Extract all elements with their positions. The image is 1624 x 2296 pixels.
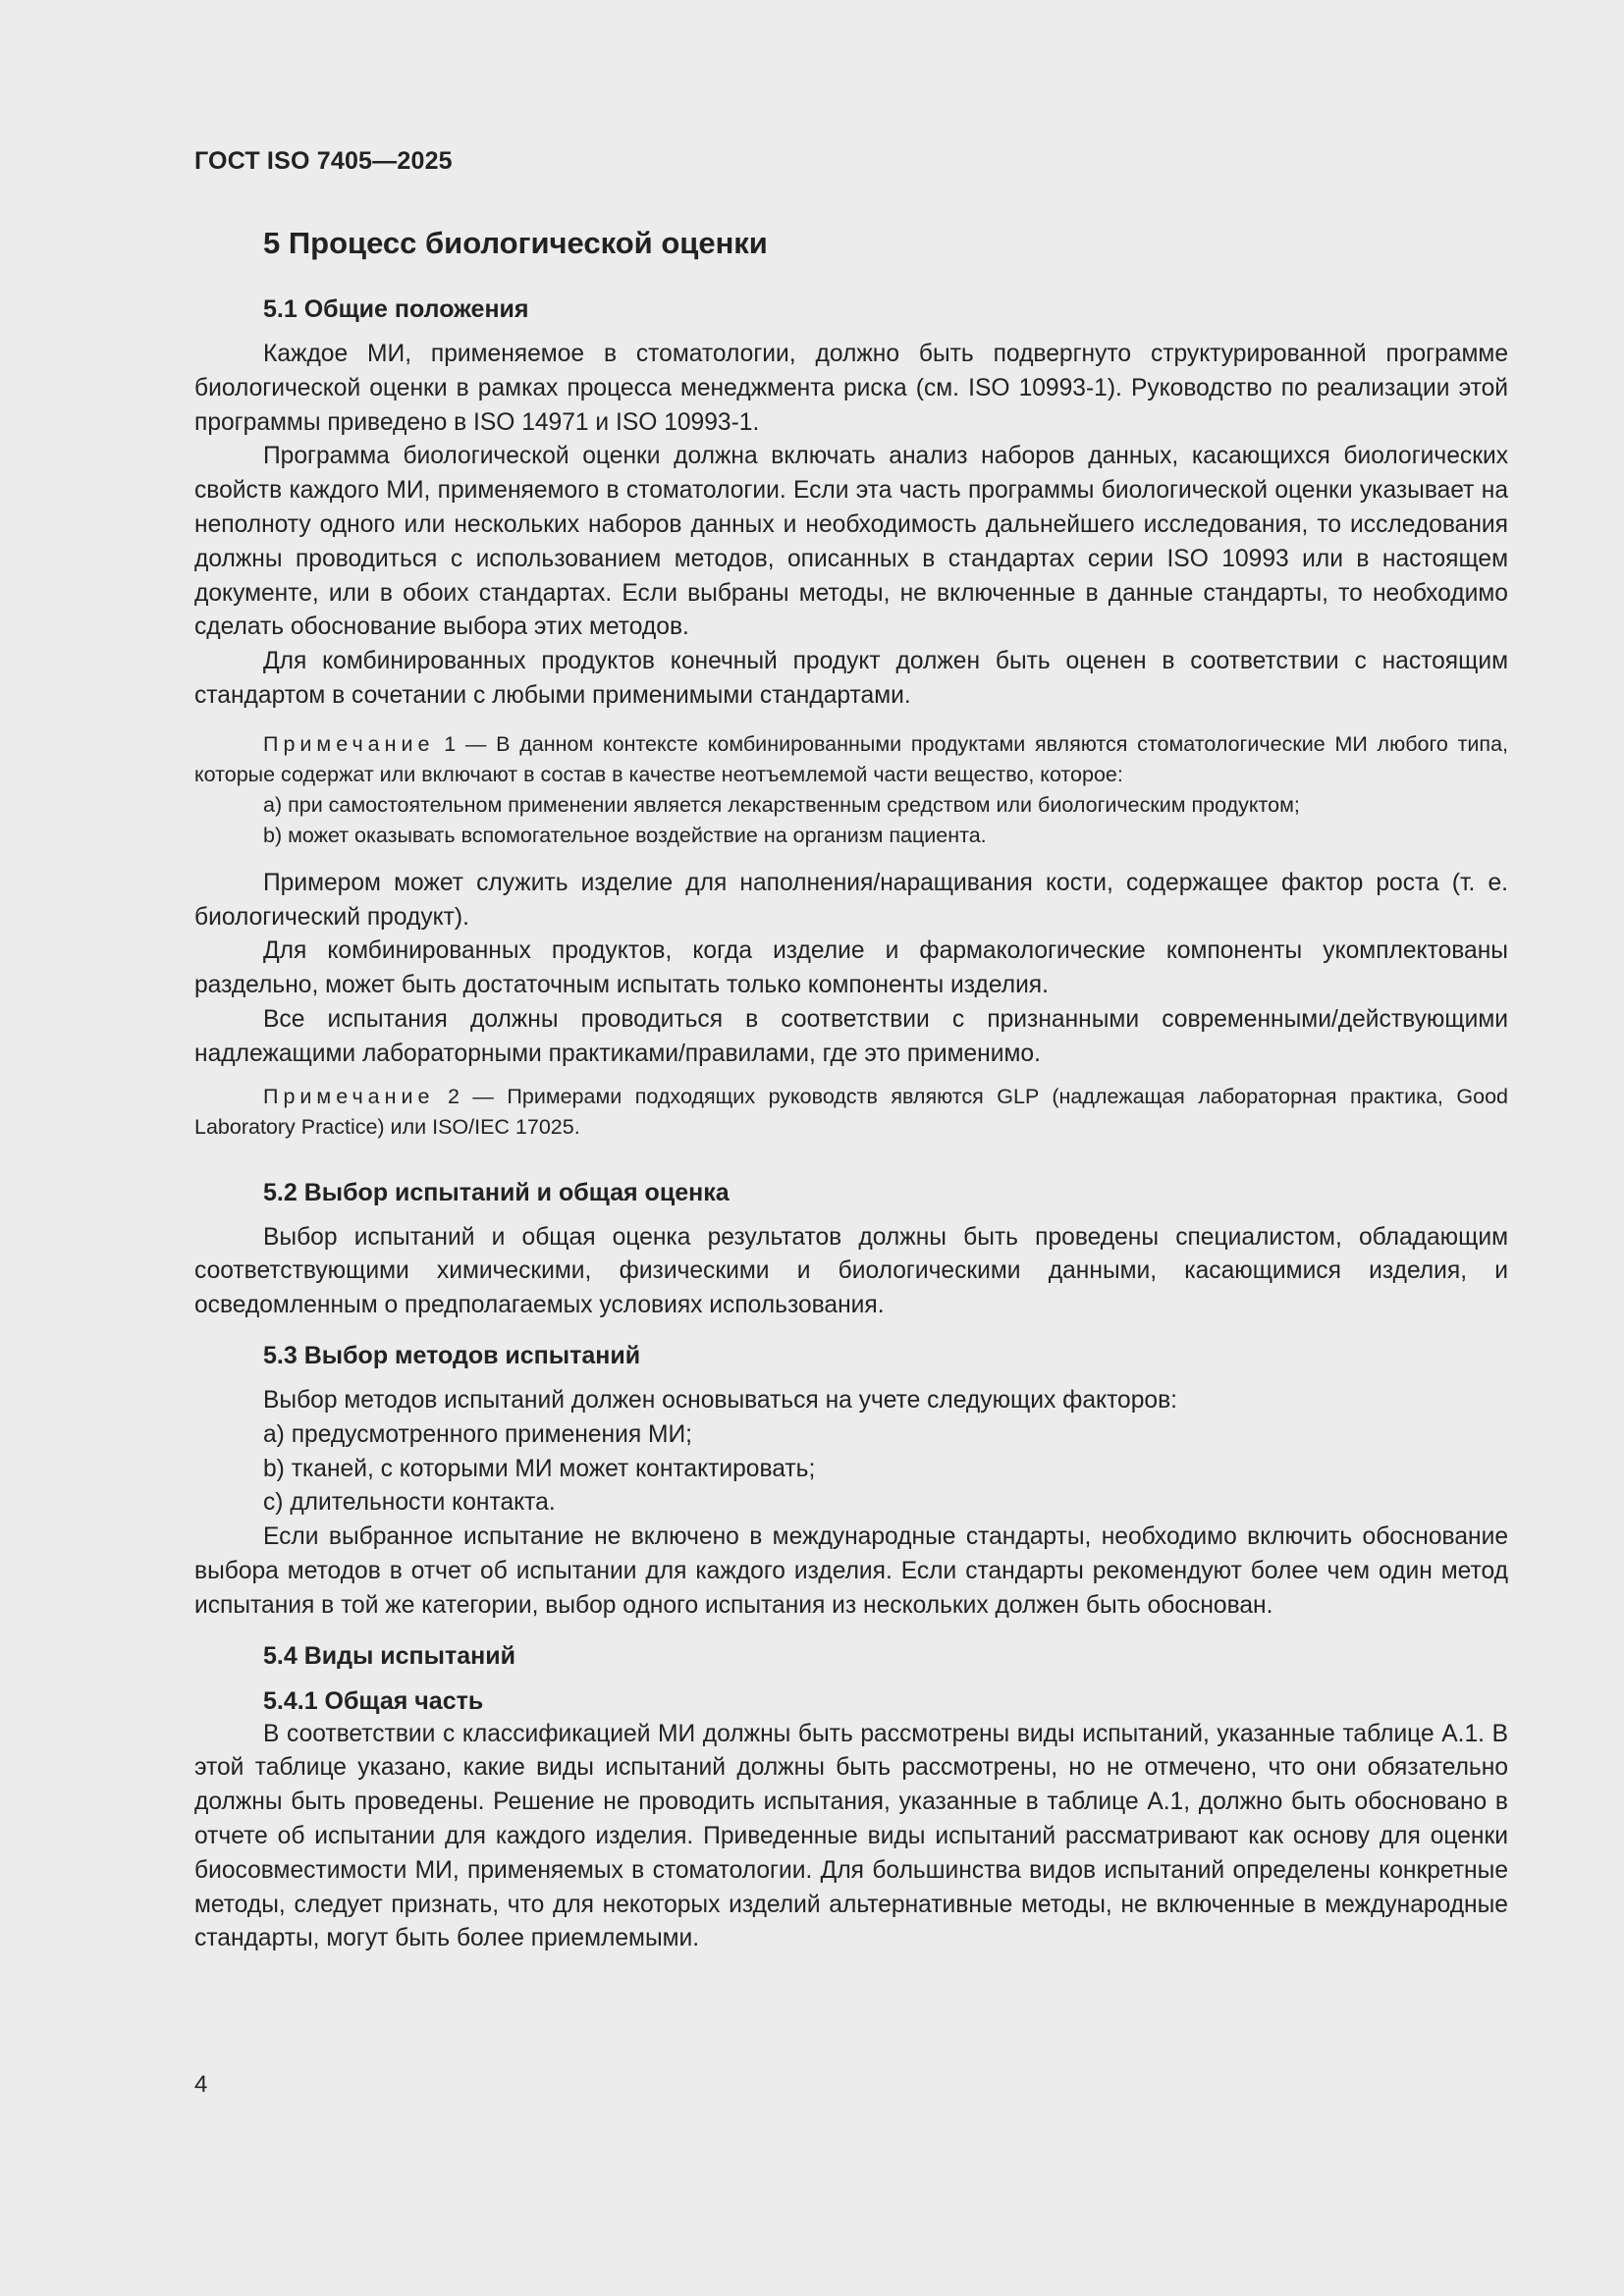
paragraph: Если выбранное испытание не включено в международные стандарты, необходимо включить обоснование выбора методов в отчет об испытании для каждого изделия. Если стандарты рекомендуют более чем один метод испытания в той же категории, выбор одного испытания из нескольких должен быть обоснован.: [194, 1523, 1508, 1619]
paragraph: Программа биологической оценки должна включать анализ наборов данных, касающихся биологических свойств каждого МИ, применяемого в стоматологии. Если эта часть программы биологической оценки указывает на неполноту одного или нескольких наборов данных и необходимость дальнейшего исследования, то исследования должны проводиться с использованием методов, описанных в стандартах серии ISO 10993 или в настоящем документе, или в обоих стандартах. Если выбраны методы, не включенные в данные стандарты, то необходимо сделать обоснование выбора этих методов.: [194, 443, 1508, 641]
note-list-item: a) при самостоятельном применении является лекарственным средством или биологическим продуктом;: [263, 792, 1300, 817]
paragraph: В соответствии с классификацией МИ должны быть рассмотрены виды испытаний, указанные таблице А.1. В этой таблице указано, какие виды испытаний должны быть рассмотрены, но не отмечено, что они обязательно должны быть проведены. Решение не проводить испытания, указанные в таблице А.1, должно быть обосновано в отчете об испытании для каждого изделия. Приведенные виды испытаний рассматривают как основу для оценки биосовместимости МИ, применяемых в стоматологии. Для большинства видов испытаний определены конкретные методы, следует признать, что для некоторых изделий альтернативные методы, не включенные в международные стандарты, могут быть более приемлемыми.: [194, 1720, 1508, 1952]
paragraph: Для комбинированных продуктов, когда изделие и фармакологические компоненты укомплектованы раздельно, может быть достаточным испытать только компоненты изделия.: [194, 937, 1508, 999]
section-5-title: 5 Процесс биологической оценки: [263, 226, 768, 260]
note-2: [194, 1082, 1508, 1143]
paragraph: Выбор методов испытаний должен основываться на учете следующих факторов:: [263, 1386, 1177, 1414]
section-5-1-title: 5.1 Общие положения: [263, 295, 529, 323]
document-header: ГОСТ ISO 7405—2025: [194, 147, 453, 175]
list-item: c) длительности контакта.: [263, 1489, 556, 1517]
paragraph: Примером может служить изделие для наполнения/наращивания кости, содержащее фактор роста (т. е. биологический продукт).: [194, 869, 1508, 931]
section-5-4-1-title: 5.4.1 Общая часть: [263, 1686, 484, 1715]
paragraph: Каждое МИ, применяемое в стоматологии, должно быть подвергнуто структурированной программе биологической оценки в рамках процесса менеджмента риска (см. ISO 10993-1). Руководство по реализации этой программы приведено в ISO 14971 и ISO 10993-1.: [194, 341, 1508, 436]
section-5-4-title: 5.4 Виды испытаний: [263, 1641, 515, 1670]
note-text: 2 — Примерами подходящих руководств являются GLP (надлежащая лабораторная практика, Good Laboratory Practice) или ISO/IEC 17025.: [194, 1084, 1508, 1139]
note-1: [194, 729, 1508, 790]
paragraph: Для комбинированных продуктов конечный продукт должен быть оценен в соответствии с настоящим стандартом в сочетании с любыми применимыми стандартами.: [194, 648, 1508, 709]
paragraph: Все испытания должны проводиться в соответствии с признанными современными/действующими надлежащими лабораторными практиками/правилами, где это применимо.: [194, 1005, 1508, 1067]
note-label: Примечание: [263, 1084, 435, 1108]
section-5-3-title: 5.3 Выбор методов испытаний: [263, 1341, 641, 1369]
page-content: [194, 224, 1508, 1956]
list-item: a) предусмотренного применения МИ;: [263, 1420, 692, 1448]
paragraph: Выбор испытаний и общая оценка результатов должны быть проведены специалистом, обладающим соответствующими химическими, физическими и биологическими данными, касающимися изделия, и осведомленным о предполагаемых условиях использования.: [194, 1223, 1508, 1319]
note-label: Примечание: [263, 731, 435, 756]
note-list-item: b) может оказывать вспомогательное воздействие на организм пациента.: [263, 823, 987, 847]
list-item: b) тканей, с которыми МИ может контактировать;: [263, 1455, 816, 1482]
page-number: 4: [194, 2071, 208, 2098]
note-text: 1 — В данном контексте комбинированными продуктами являются стоматологические МИ любого типа, которые содержат или включают в состав в качестве неотъемлемой части вещество, которое:: [194, 731, 1508, 786]
section-5-2-title: 5.2 Выбор испытаний и общая оценка: [263, 1178, 730, 1206]
